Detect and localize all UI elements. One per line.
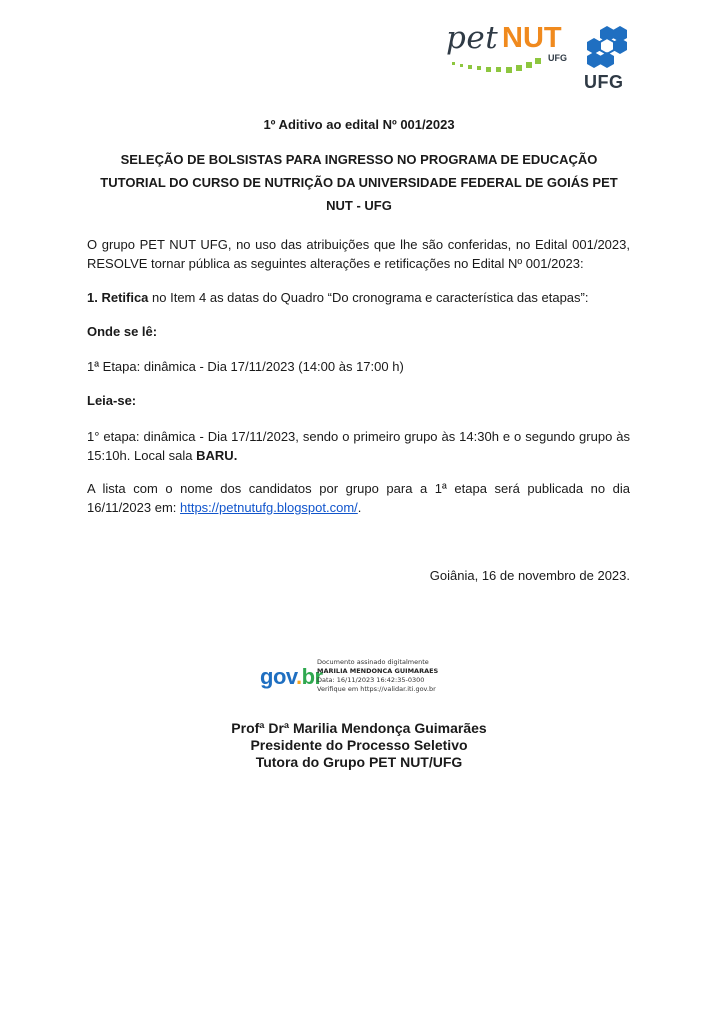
signer-role1: Presidente do Processo Seletivo [250,737,468,753]
petnut-logo-nut: NUT [502,22,562,54]
signature-date: Data: 16/11/2023 16:42:35-0300 [317,676,425,684]
govbr-logo-br: br [301,664,323,689]
signer-block [0,720,718,771]
aditivo-title: 1º Aditivo ao edital Nº 001/2023 [263,117,455,132]
onde-se-le-heading: Onde se lê: [87,324,158,339]
etapa-new-text: 1° etapa: dinâmica - Dia 17/11/2023, sendo o primeiro grupo às 14:30h e o segundo grupo às 15:10h. Local sala [87,429,630,463]
signer-name: Profª Drª Marilia Mendonça Guimarães [231,720,487,736]
leia-se-heading: Leia-se: [87,393,137,408]
govbr-logo-gov: gov [260,664,296,689]
signature-verify: Verifique em https://validar.iti.gov.br [317,685,436,693]
ufg-logo-text: UFG [584,72,624,92]
etapa-new-local: BARU. [196,448,238,463]
govbr-logo [260,664,323,694]
signature-line1: Documento assinado digitalmente [317,658,429,666]
edital-title: SELEÇÃO DE BOLSISTAS PARA INGRESSO NO PROGRAMA DE EDUCAÇÃO TUTORIAL DO CURSO DE NUTRIÇÃO DA UNIVERSIDADE FEDERAL DE GOIÁS PET NUT - UFG [100,152,618,213]
petnut-logo [444,20,574,80]
lista-end: . [357,500,362,515]
intro-paragraph: O grupo PET NUT UFG, no uso das atribuições que lhe são conferidas, no Edital 001/2023, RESOLVE tornar pública as seguintes alterações e retificações no Edital Nº 001/2023: [87,237,630,271]
signer-role2: Tutora do Grupo PET NUT/UFG [255,754,463,770]
blog-link[interactable]: https://petnutufg.blogspot.com/ [180,500,358,515]
retifica-label: 1. Retifica [87,290,149,305]
etapa-new-paragraph [87,427,630,465]
govbr-logo-dot: . [295,664,302,689]
lista-text: A lista com o nome dos candidatos por grupo para a 1ª etapa será publicada no dia 16/11/2023 em: [87,481,630,515]
signature-name: MARILIA MENDONCA GUIMARAES [317,667,439,675]
retifica-text: no Item 4 as datas do Quadro “Do cronograma e característica das etapas”: [148,290,589,305]
ufg-hexagon-icon [582,24,632,70]
petnut-dots-decoration [444,50,544,78]
date-location: Goiânia, 16 de novembro de 2023. [429,568,630,583]
ufg-logo [582,24,632,92]
etapa-old-text: 1ª Etapa: dinâmica - Dia 17/11/2023 (14:00 às 17:00 h) [87,359,404,374]
lista-paragraph [87,479,630,517]
retifica-paragraph [87,288,630,307]
digital-signature-block [317,658,438,694]
petnut-logo-ufg: UFG [548,53,567,63]
petnut-logo-pet: pet [446,20,499,56]
